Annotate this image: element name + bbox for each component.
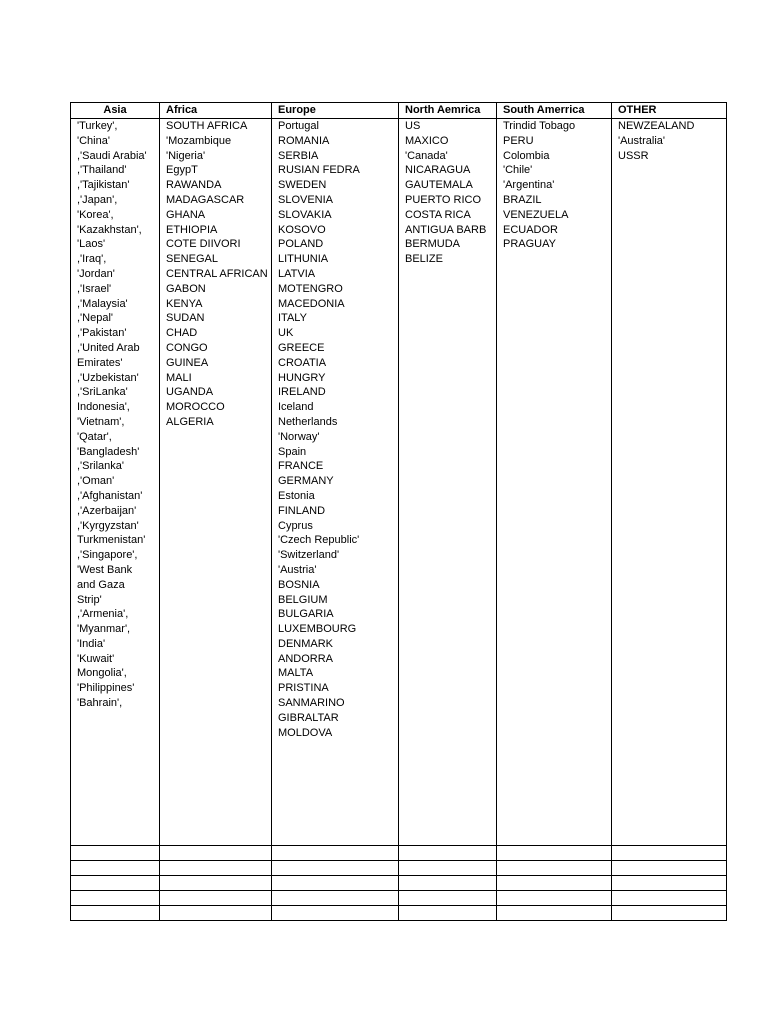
list-item: BELIZE [405,253,443,266]
list-item: KENYA [166,297,203,310]
empty-cell [160,846,272,861]
list-item: 'Korea', [77,208,114,221]
north-america-cell [399,119,497,846]
list-item: 'Kazakhstan', [77,223,142,236]
empty-cell [71,906,160,921]
header-asia: Asia [71,103,160,119]
list-item: CHAD [166,327,198,340]
list-item: 'Norway' [278,430,320,443]
list-item: 'Turkey', [77,120,118,132]
empty-cell [497,876,612,891]
list-item: POLAND [278,238,324,251]
list-item: ,'Oman' [77,475,115,488]
list-item: Iceland [278,401,314,414]
list-item: GIBRALTAR [278,711,339,724]
list-item: 'Laos' [77,238,106,251]
list-item: MACEDONIA [278,297,345,310]
list-item: SANMARINO [278,697,345,710]
list-item: and Gaza [77,578,125,591]
header-north-america: North Aemrica [399,103,497,119]
list-item: NEWZEALAND [618,120,695,132]
empty-cell [612,846,727,861]
list-item: Spain [278,445,307,458]
list-item: FINLAND [278,504,326,517]
empty-cell [272,861,399,876]
list-item: MOLDOVA [278,726,333,739]
empty-cell [497,861,612,876]
list-item: PRAGUAY [503,238,556,251]
table-row [71,876,727,891]
list-item: ,'Japan', [77,193,118,206]
empty-cell [272,906,399,921]
list-item: LATVIA [278,267,316,280]
list-item: ,'Kyrgyzstan' [77,519,139,532]
list-item: ,'Iraq', [77,253,107,266]
list-item: CONGO [166,341,208,354]
list-item: ITALY [278,312,307,325]
europe-cell [272,119,399,846]
list-item: 'Mozambique [166,134,232,147]
list-item: MALTA [278,667,314,680]
list-item: ,'Afghanistan' [77,489,143,502]
list-item: IRELAND [278,386,326,399]
south-america-cell [497,119,612,846]
empty-cell [71,876,160,891]
list-item: ,'Uzbekistan' [77,371,139,384]
empty-cell [497,846,612,861]
list-item: RAWANDA [166,179,222,192]
list-item: 'Austria' [278,563,317,576]
list-item: BERMUDA [405,238,461,251]
list-item: 'Philippines' [77,682,135,695]
empty-cell [497,891,612,906]
empty-cell [272,876,399,891]
empty-cell [612,906,727,921]
list-item: 'Qatar', [77,430,112,443]
empty-cell [160,876,272,891]
list-item: PRISTINA [278,682,329,695]
list-item: 'India' [77,637,106,650]
empty-cell [399,906,497,921]
list-item: Estonia [278,489,315,502]
list-item: BOSNIA [278,578,320,591]
list-item: ,'Tajikistan' [77,179,130,192]
empty-cell [272,846,399,861]
empty-cell [399,876,497,891]
list-item: SERBIA [278,149,319,162]
list-item: UGANDA [166,386,214,399]
list-item: RUSIAN FEDRA [278,164,360,177]
list-item: ,'Malaysia' [77,297,128,310]
list-item: MOTENGRO [278,282,343,295]
list-item: ALGERIA [166,415,214,428]
list-item: Colombia [503,149,550,162]
list-item: ,'Saudi Arabia' [77,149,147,162]
list-item: LITHUNIA [278,253,329,266]
list-item: Mongolia', [77,667,127,680]
empty-cell [399,891,497,906]
list-item: ,'Armenia', [77,608,129,621]
list-item: 'China' [77,134,110,147]
list-item: NICARAGUA [405,164,471,177]
list-item: GREECE [278,341,325,354]
list-item: COSTA RICA [405,208,471,221]
list-item: CROATIA [278,356,327,369]
list-item: Emirates' [77,356,123,369]
list-item: BRAZIL [503,193,542,206]
list-item: GHANA [166,208,206,221]
list-item: 'Myanmar', [77,623,131,636]
list-item: ECUADOR [503,223,559,236]
empty-cell [612,876,727,891]
list-item: 'Australia' [618,134,665,147]
table-row [71,846,727,861]
list-item: BULGARIA [278,608,334,621]
list-item: 'Argentina' [503,179,555,192]
list-item: KOSOVO [278,223,326,236]
list-item: CENTRAL AFRICAN [166,267,268,280]
header-south-america: South Amerrica [497,103,612,119]
list-item: ROMANIA [278,134,330,147]
list-item: Cyprus [278,519,313,532]
header-africa: Africa [160,103,272,119]
list-item: Trindid Tobago [503,120,576,132]
list-item: SUDAN [166,312,205,325]
table-row [71,906,727,921]
list-item: ,'Azerbaijan' [77,504,137,517]
list-item: SLOVENIA [278,193,334,206]
list-item: ANDORRA [278,652,334,665]
empty-cell [399,861,497,876]
header-row [71,103,727,119]
list-item: USSR [618,149,649,162]
list-item: EgypT [166,164,198,177]
list-item: DENMARK [278,637,334,650]
empty-cell [612,861,727,876]
list-item: US [405,120,421,132]
empty-cell [71,846,160,861]
list-item: Netherlands [278,415,338,428]
list-item: SLOVAKIA [278,208,332,221]
empty-cell [497,906,612,921]
list-item: SWEDEN [278,179,327,192]
list-item: SENEGAL [166,253,218,266]
empty-cell [612,891,727,906]
other-cell [612,119,727,846]
list-item: 'West Bank [77,563,133,576]
regions-table [70,102,727,921]
list-item: MADAGASCAR [166,193,245,206]
table-row [71,861,727,876]
list-item: LUXEMBOURG [278,623,357,636]
list-item: 'Kuwait' [77,652,115,665]
asia-cell [71,119,160,846]
list-item: GUINEA [166,356,209,369]
list-item: MALI [166,371,192,384]
list-item: 'Canada' [405,149,448,162]
list-item: Turkmenistan' [77,534,146,547]
empty-cell [71,891,160,906]
list-item: BELGIUM [278,593,328,606]
list-item: MOROCCO [166,401,225,414]
list-item: ,'Singapore', [77,549,138,562]
header-europe: Europe [272,103,399,119]
list-item: 'Jordan' [77,267,115,280]
header-other: OTHER [612,103,727,119]
list-item: 'Bahrain', [77,697,123,710]
list-item: GERMANY [278,475,334,488]
list-item: ,'Nepal' [77,312,113,325]
list-item: 'Chile' [503,164,533,177]
table-row [71,891,727,906]
list-row [71,119,727,846]
empty-cell [160,906,272,921]
list-item: ,'Srilanka' [77,460,124,473]
list-item: PERU [503,134,534,147]
list-item: Indonesia', [77,401,130,414]
empty-cell [399,846,497,861]
list-item: MAXICO [405,134,449,147]
list-item: ETHIOPIA [166,223,218,236]
list-item: ,'Thailand' [77,164,127,177]
empty-cell [71,861,160,876]
list-item: VENEZUELA [503,208,569,221]
list-item: UK [278,327,294,340]
list-item: PUERTO RICO [405,193,481,206]
list-item: FRANCE [278,460,324,473]
list-item: GAUTEMALA [405,179,473,192]
list-item: ,'Pakistan' [77,327,127,340]
list-item: ,'SriLanka' [77,386,128,399]
africa-cell [160,119,272,846]
list-item: Strip' [77,593,102,606]
list-item: Portugal [278,120,319,132]
list-item: 'Czech Republic' [278,534,360,547]
list-item: ,'Israel' [77,282,112,295]
list-item: SOUTH AFRICA [166,120,248,132]
list-item: 'Bangladesh' [77,445,140,458]
list-item: 'Nigeria' [166,149,206,162]
list-item: GABON [166,282,206,295]
empty-cell [160,861,272,876]
empty-cell [160,891,272,906]
empty-cell [272,891,399,906]
list-item: HUNGRY [278,371,326,384]
list-item: ANTIGUA BARB [405,223,487,236]
list-item: 'Vietnam', [77,415,125,428]
list-item: 'Switzerland' [278,549,340,562]
list-item: COTE DIIVORI [166,238,241,251]
list-item: ,'United Arab [77,341,140,354]
